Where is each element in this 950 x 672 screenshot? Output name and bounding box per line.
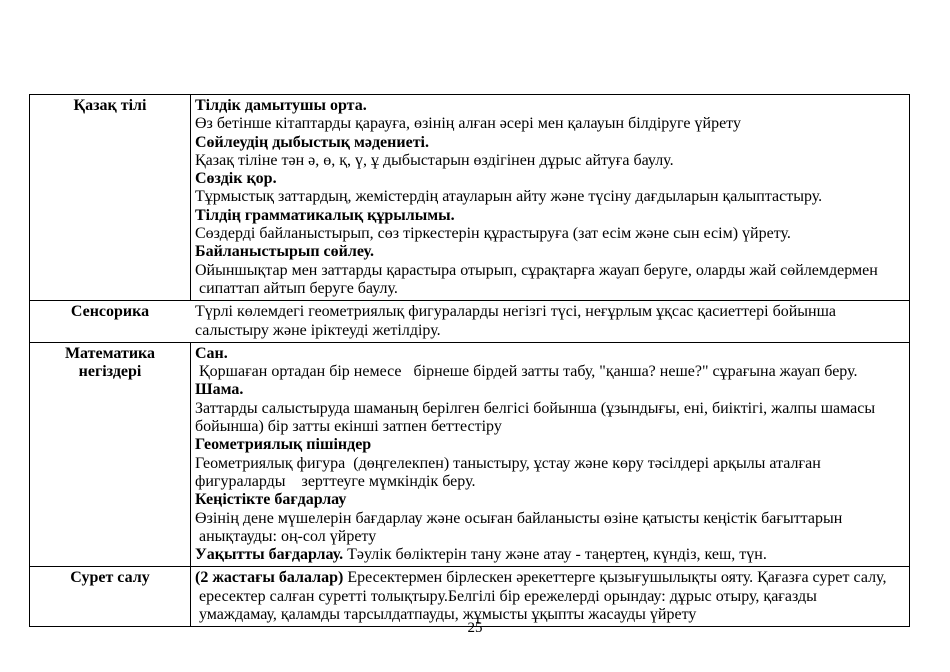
text-segment: бойынша) бір затты екінші затпен беттестіру — [195, 418, 502, 436]
text-line — [195, 569, 906, 587]
text-line — [195, 381, 906, 399]
text-segment: Тұрмыстық заттардың, жемістердің атауларын айту және түсіну дағдыларын қалыптастыру. — [195, 188, 823, 206]
text-line — [195, 400, 906, 418]
text-segment-bold: (2 жастағы балалар) — [195, 569, 344, 587]
text-line — [195, 345, 906, 363]
text-segment-bold: Сан. — [195, 344, 228, 362]
text-segment: сипаттап айтып беруге баулу. — [195, 279, 398, 297]
text-line — [195, 134, 906, 152]
subject-label: Қазақ тілі — [73, 97, 147, 114]
text-segment: фигураларды зерттеуге мүмкіндік беру. — [195, 472, 476, 490]
curriculum-table — [29, 94, 910, 627]
content-cell-sensorika — [191, 301, 909, 342]
table-row-matematika-negizderi — [30, 342, 909, 567]
text-line — [195, 546, 906, 564]
subject-cell-sensorika — [30, 301, 191, 342]
text-line — [195, 97, 906, 115]
text-segment: Ересектермен бірлескен әрекеттерге қызығушылықты ояту. Қағазға сурет салу, — [343, 569, 887, 587]
subject-cell-kazak-tili — [30, 95, 191, 300]
content-cell-kazak-tili — [191, 95, 909, 300]
page-number: 25 — [467, 620, 483, 636]
content-cell-suret-salu — [191, 567, 909, 626]
text-segment: Ойыншықтар мен заттарды қарастыра отырып, сұрақтарға жауап беруге, оларды жай сөйлемдермен — [195, 261, 878, 279]
text-segment-bold: Тілдің грамматикалық құрылымы. — [195, 206, 455, 224]
text-line — [195, 418, 906, 436]
text-line — [195, 322, 906, 340]
text-segment: Өзінің дене мүшелерін бағдарлау және осыған байланысты өзіне қатысты кеңістік бағыттарын — [195, 509, 843, 527]
text-segment-bold: Кеңістікте бағдарлау — [195, 491, 347, 509]
text-segment: Түрлі көлемдегі геометриялық фигураларды негізгі түсі, неғұрлым ұқсас қасиеттері бойынша — [195, 303, 837, 321]
table-row-sensorika — [30, 300, 909, 342]
text-line — [195, 473, 906, 491]
text-line — [195, 528, 906, 546]
text-line — [195, 225, 906, 243]
text-line — [195, 262, 906, 280]
text-line — [195, 436, 906, 454]
text-segment-bold: Шама. — [195, 381, 244, 399]
text-segment-bold: Тілдік дамытушы орта. — [195, 97, 367, 114]
text-line — [195, 152, 906, 170]
subject-label: Сурет салу — [70, 569, 150, 587]
text-line — [195, 207, 906, 225]
text-segment: Қазақ тіліне тән ә, ө, қ, ү, ұ дыбыстарын өздігінен дұрыс айтуға баулу. — [195, 151, 674, 169]
text-line — [195, 115, 906, 133]
text-segment: умаждамау, қаламды тарсылдатпауды, жұмысты ұқыпты жасауды үйрету — [195, 606, 697, 624]
text-segment: Заттарды салыстыруда шаманың берілген белгісі бойынша (ұзындығы, ені, биіктігі, жалпы шамасы — [195, 399, 876, 417]
text-line — [195, 243, 906, 261]
text-segment: Геометриялық фигура (дөңгелекпен) таныстыру, ұстау және көру тәсілдері арқылы аталған — [195, 454, 821, 472]
text-segment-bold: Геометриялық пішіндер — [195, 436, 372, 454]
text-segment: Қоршаған ортадан бір немесе бірнеше бірдей затты табу, "қанша? неше?" сұрағына жауап беру. — [195, 363, 858, 381]
text-line — [195, 188, 906, 206]
subject-label: Математика — [64, 344, 156, 362]
text-segment: Сөздерді байланыстырып, сөз тіркестерін құрастыруға (зат есім және сын есім) үйрету. — [195, 225, 791, 243]
text-segment-bold: Сөйлеудің дыбыстық мәдениеті. — [195, 133, 429, 151]
text-segment-bold: Байланыстырып сөйлеу. — [195, 243, 374, 261]
text-segment: Өз бетінше кітаптарды қарауға, өзінің алған әсері мен қалауын білдіруге үйрету — [195, 115, 741, 133]
text-line — [195, 491, 906, 509]
content-cell-matematika-negizderi — [191, 343, 909, 567]
text-segment: Тәулік бөліктерін тану және атау - таңертең, күндіз, кеш, түн. — [343, 546, 767, 564]
text-line — [195, 303, 906, 321]
text-line — [195, 363, 906, 381]
table-row-kazak-tili — [30, 95, 909, 300]
text-line — [195, 510, 906, 528]
text-line — [195, 280, 906, 298]
text-segment: ересектер салған суретті толықтыру.Белгілі бір ережелерді орындау: дұрыс отыру, қағазды — [195, 587, 817, 605]
subject-label: Сенсорика — [70, 303, 150, 321]
text-line — [195, 455, 906, 473]
text-segment: салыстыру және іріктеуді жетілдіру. — [195, 321, 441, 339]
text-segment-bold: Уақытты бағдарлау. — [195, 546, 344, 564]
text-segment: анықтауды: оң-сол үйрету — [195, 527, 377, 545]
text-line — [195, 588, 906, 606]
text-segment-bold: Сөздік қор. — [195, 170, 277, 188]
table-row-suret-salu — [30, 566, 909, 626]
subject-label: негіздері — [78, 363, 142, 381]
subject-cell-suret-salu — [30, 567, 191, 626]
subject-cell-matematika-negizderi — [30, 343, 191, 567]
text-line — [195, 170, 906, 188]
